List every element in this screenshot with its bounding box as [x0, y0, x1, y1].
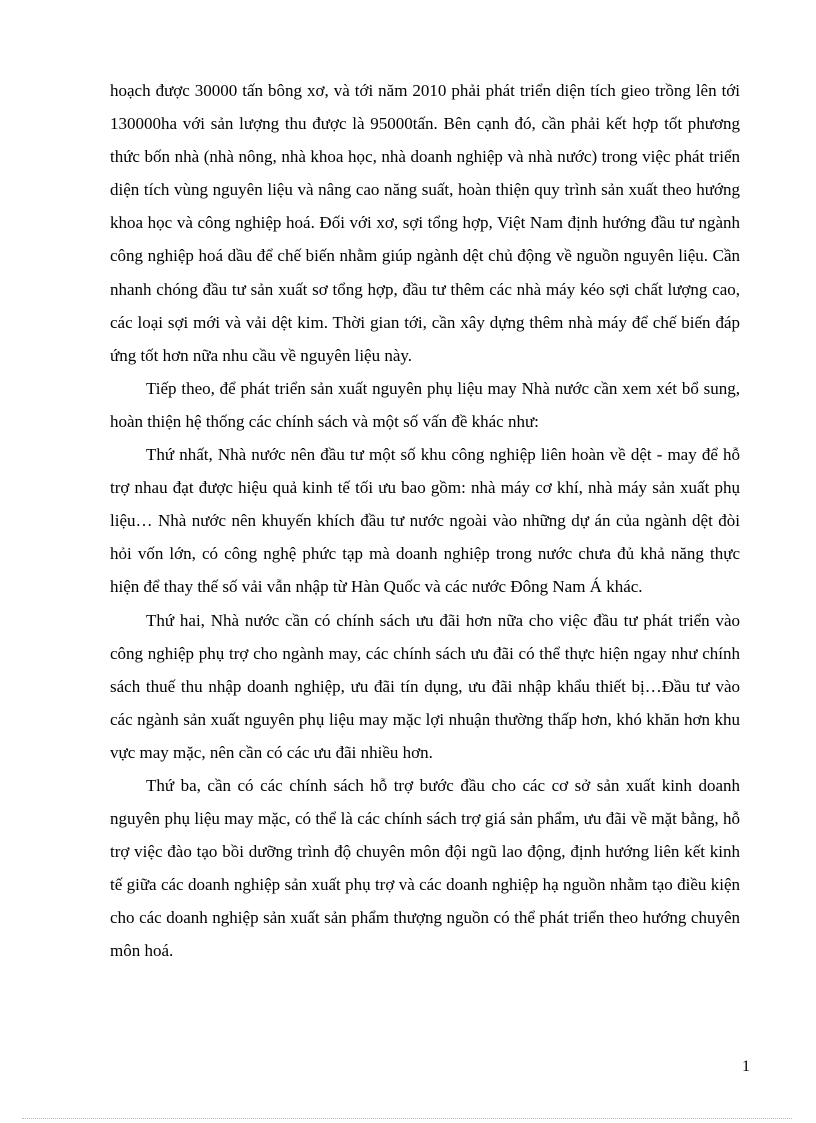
paragraph-intro-policies: Tiếp theo, để phát triển sản xuất nguyên phụ liệu may Nhà nước cần xem xét bổ sung, hoàn thiện hệ thống các chính sách và một số vấn đề khác như: [110, 378, 740, 431]
body-text [110, 74, 740, 968]
page-number: 1 [742, 1058, 750, 1075]
page-bottom-divider [22, 1118, 792, 1119]
paragraph-continuation: hoạch được 30000 tấn bông xơ, và tới năm 2010 phải phát triển diện tích gieo trồng lên tới 130000ha với sản lượng thu được là 95000tấn. Bên cạnh đó, cần phải kết hợp tốt phương thức bốn nhà (nhà nông, nhà khoa học, nhà doanh nghiệp và nhà nước) trong việc phát triển diện tích vùng nguyên liệu và nâng cao năng suất, hoàn thiện quy trình sản xuất theo hướng khoa học và công nghiệp hoá. Đối với xơ, sợi tổng hợp, Việt Nam định hướng đầu tư ngành công nghiệp hoá dầu để chế biến nhằm giúp ngành dệt chủ động về nguồn nguyên liệu. Cần nhanh chóng đầu tư sản xuất sơ tổng hợp, đầu tư thêm các nhà máy kéo sợi chất lượng cao, các loại sợi mới và vải dệt kim. Thời gian tới, cần xây dựng thêm nhà máy để chế biến đáp ứng tốt hơn nữa nhu cầu về nguyên liệu này. [110, 81, 740, 365]
paragraph-third-policy: Thứ ba, cần có các chính sách hỗ trợ bước đầu cho các cơ sở sản xuất kinh doanh nguyên phụ liệu may mặc, có thể là các chính sách trợ giá sản phẩm, ưu đãi về mặt bằng, hỗ trợ việc đào tạo bồi dưỡng trình độ chuyên môn đội ngũ lao động, định hướng liên kết kinh tế giữa các doanh nghiệp sản xuất phụ trợ và các doanh nghiệp hạ nguồn nhằm tạo điều kiện cho các doanh nghiệp sản xuất sản phẩm thượng nguồn có thể phát triển theo hướng chuyên môn hoá. [110, 775, 740, 961]
paragraph-second-policy: Thứ hai, Nhà nước cần có chính sách ưu đãi hơn nữa cho việc đầu tư phát triển vào công nghiệp phụ trợ cho ngành may, các chính sách ưu đãi có thể thực hiện ngay như chính sách thuế thu nhập doanh nghiệp, ưu đãi tín dụng, ưu đãi nhập khẩu thiết bị…Đầu tư vào các ngành sản xuất nguyên phụ liệu may mặc lợi nhuận thường thấp hơn, khó khăn hơn khu vực may mặc, nên cần có các ưu đãi nhiều hơn. [110, 610, 740, 762]
paragraph-first-policy: Thứ nhất, Nhà nước nên đầu tư một số khu công nghiệp liên hoàn về dệt - may để hỗ trợ nhau đạt được hiệu quả kinh tế tối ưu bao gồm: nhà máy cơ khí, nhà máy sản xuất phụ liệu… Nhà nước nên khuyến khích đầu tư nước ngoài vào những dự án của ngành dệt đòi hỏi vốn lớn, có công nghệ phức tạp mà doanh nghiệp trong nước chưa đủ khả năng thực hiện để thay thế số vải vẫn nhập từ Hàn Quốc và các nước Đông Nam Á khác. [110, 445, 740, 597]
